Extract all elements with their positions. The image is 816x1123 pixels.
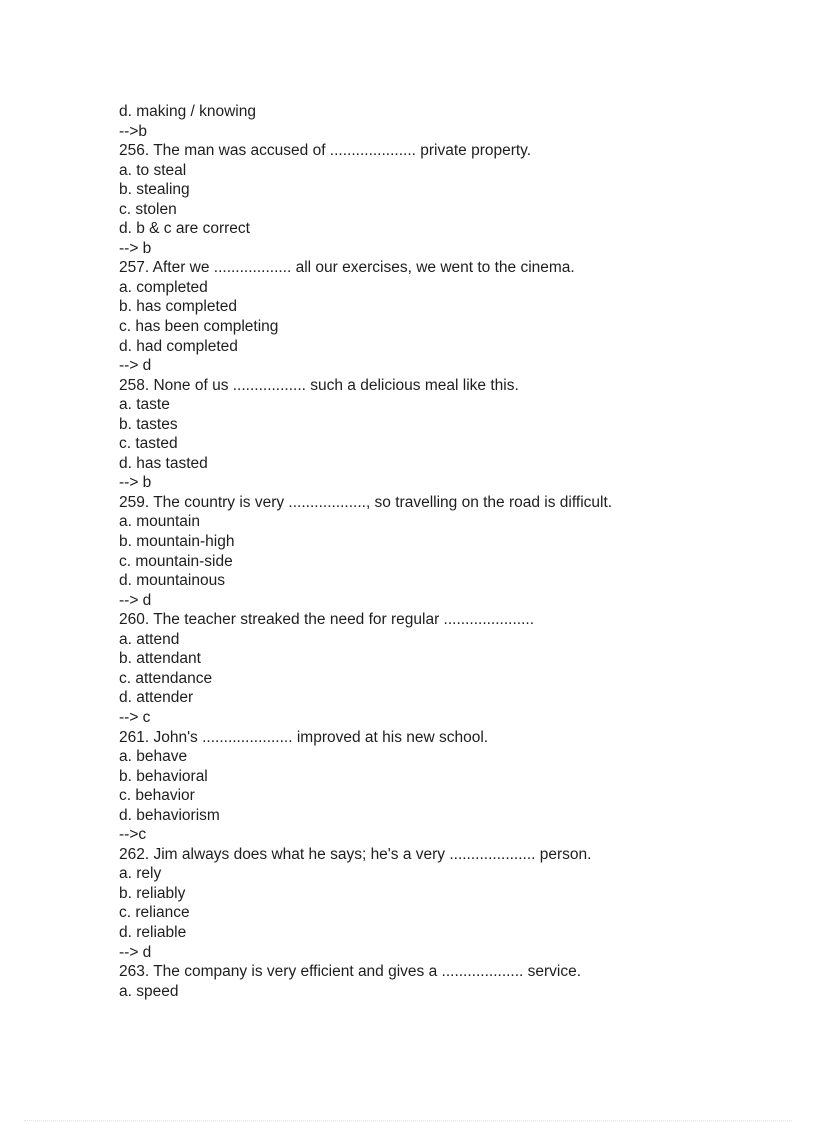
question-line: 257. After we .................. all our exercises, we went to the cinema. [119, 259, 575, 277]
answer-option: b. reliably [119, 884, 186, 902]
answer-key: --> b [119, 239, 152, 257]
answer-option: d. behaviorism [119, 806, 220, 824]
answer-key: --> d [119, 591, 152, 609]
answer-option: d. mountainous [119, 572, 225, 590]
answer-option: c. has been completing [119, 318, 279, 336]
answer-option: a. speed [119, 982, 179, 1000]
answer-option: b. tastes [119, 415, 178, 433]
answer-key: --> b [119, 474, 152, 492]
question-line: 261. John's ..................... improved at his new school. [119, 728, 489, 746]
answer-option: b. has completed [119, 298, 238, 316]
answer-option: c. reliance [119, 904, 190, 922]
question-line: 256. The man was accused of .................... private property. [119, 142, 532, 160]
document-body [119, 102, 739, 1001]
answer-option: a. taste [119, 396, 170, 414]
answer-option: b. stealing [119, 181, 190, 199]
answer-option: d. b & c are correct [119, 220, 250, 238]
answer-option: c. behavior [119, 787, 195, 805]
answer-option: d. had completed [119, 337, 238, 355]
answer-option: a. attend [119, 630, 180, 648]
answer-option: c. mountain-side [119, 552, 233, 570]
answer-key: --> d [119, 943, 152, 961]
question-line: 263. The company is very efficient and gives a ................... service. [119, 963, 582, 981]
answer-option: c. stolen [119, 200, 177, 218]
answer-option: d. reliable [119, 923, 187, 941]
answer-option: b. mountain-high [119, 533, 235, 551]
answer-option: a. to steal [119, 161, 187, 179]
question-line: 259. The country is very .................., so travelling on the road is difficult. [119, 493, 613, 511]
answer-key: -->c [119, 826, 147, 844]
page-bottom-rule [24, 1120, 792, 1121]
answer-key: -->b [119, 122, 147, 140]
answer-option: c. attendance [119, 669, 213, 687]
answer-option: d. attender [119, 689, 194, 707]
answer-option: c. tasted [119, 435, 178, 453]
answer-key: --> c [119, 708, 151, 726]
answer-option: a. rely [119, 865, 162, 883]
question-line: 258. None of us ................. such a delicious meal like this. [119, 376, 519, 394]
answer-option: a. mountain [119, 513, 200, 531]
answer-option: b. attendant [119, 650, 201, 668]
answer-option: a. behave [119, 748, 188, 766]
answer-option: a. completed [119, 278, 208, 296]
question-line: 260. The teacher streaked the need for regular ..................... [119, 611, 534, 629]
question-line: 262. Jim always does what he says; he's a very .................... person. [119, 845, 592, 863]
answer-key: --> d [119, 357, 152, 375]
answer-option: d. making / knowing [119, 103, 256, 120]
answer-option: d. has tasted [119, 454, 208, 472]
answer-option: b. behavioral [119, 767, 208, 785]
